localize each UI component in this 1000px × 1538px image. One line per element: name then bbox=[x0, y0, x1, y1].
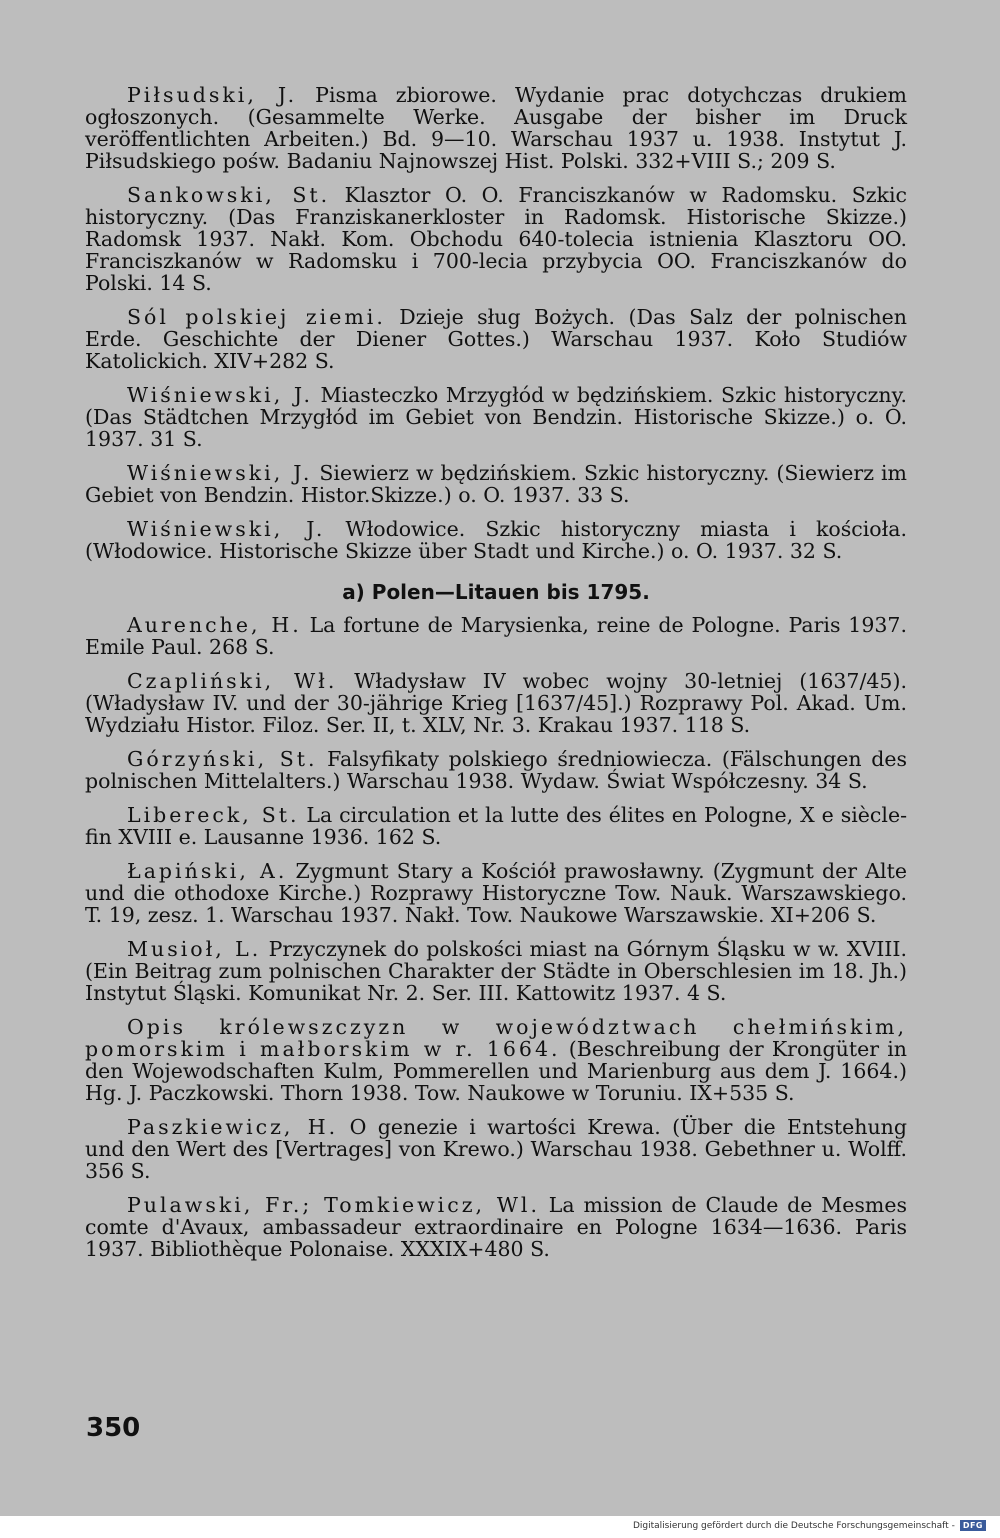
section-heading: a) Polen—Litauen bis 1795. bbox=[342, 580, 650, 604]
entry-text: Włodowice. Szkic historyczny miasta i kościoła. (Włodowice. Historische Skizze über Stadt und Kirche.) o. O. 1937. 32 S. bbox=[85, 517, 907, 563]
entry-author: Łapiński, A. bbox=[127, 859, 288, 883]
dfg-logo: DFG bbox=[960, 1520, 986, 1531]
bibliography-text bbox=[85, 84, 907, 1272]
entry-text: O genezie i wartości Krewa. (Über die Entstehung und den Wert des [Vertrages] von Krewo.) Warschau 1938. Gebethner u. Wolff. 356 S. bbox=[85, 1115, 907, 1183]
entry-text: Klasztor O. O. Franciszkanów w Radomsku. Szkic historyczny. (Das Franziskanerkloster in Radomsk. Historische Skizze.) Radomsk 1937. Nakł. Kom. Obchodu 640-tolecia istnienia Klasztoru OO. Franciszkanów w Radomsku i 700-lecia przybycia OO. Franciszkanów do Polski. 14 S. bbox=[85, 183, 908, 295]
bibliography-entry bbox=[85, 938, 907, 1004]
bibliography-entry bbox=[85, 804, 907, 848]
bibliography-entry bbox=[85, 1016, 907, 1104]
bibliography-entry bbox=[85, 184, 907, 294]
bibliography-entry bbox=[85, 84, 907, 172]
bibliography-entry bbox=[85, 384, 907, 450]
bibliography-entry bbox=[85, 462, 907, 506]
bibliography-entry bbox=[85, 518, 907, 562]
entry-author: Sankowski, St. bbox=[127, 183, 331, 207]
entry-text: Siewierz w będzińskiem. Szkic historyczny. (Siewierz im Gebiet von Bendzin. Histor.Skizze.) o. O. 1937. 33 S. bbox=[85, 461, 907, 507]
entry-text: (Beschreibung der Krongüter in den Wojewodschaften Kulm, Pommerellen und Marienburg aus dem J. 1664.) Hg. J. Paczkowski. Thorn 1938. Tow. Naukowe w Toruniu. IX+535 S. bbox=[85, 1037, 908, 1105]
entry-author: Libereck, St. bbox=[127, 803, 300, 827]
entry-author: Czapliński, Wł. bbox=[127, 669, 338, 693]
entry-author: Wiśniewski, J. bbox=[127, 383, 313, 407]
entry-author: Paszkiewicz, H. bbox=[127, 1115, 339, 1139]
entry-text: Pisma zbiorowe. Wydanie prac dotychczas drukiem ogłoszonych. (Gesammelte Werke. Ausgabe der bisher im Druck veröffentlichten Arbeiten.) Bd. 9—10. Warschau 1937 u. 1938. Instytut J. Piłsudskiego pośw. Badaniu Najnowszej Hist. Polski. 332+VIII S.; 209 S. bbox=[85, 83, 907, 173]
bibliography-entry bbox=[85, 1194, 907, 1260]
digitization-footer bbox=[633, 1520, 986, 1531]
entry-text: Miasteczko Mrzygłód w będzińskiem. Szkic historyczny. (Das Städtchen Mrzygłód im Gebiet von Bendzin. Historische Skizze.) o. O. 1937. 31 S. bbox=[85, 383, 908, 451]
bibliography-entry bbox=[85, 1116, 907, 1182]
footer-text: Digitalisierung gefördert durch die Deutsche Forschungsgemeinschaft - bbox=[632, 1520, 955, 1531]
bibliography-entry bbox=[85, 614, 907, 658]
entry-author: Górzyński, St. bbox=[127, 747, 318, 771]
entry-text: Przyczynek do polskości miast na Górnym Śląsku w w. XVIII. (Ein Beitrag zum polnischen Charakter der Städte in Oberschlesien im 18. Jh.) Instytut Śląski. Komunikat Nr. 2. Ser. III. Kattowitz 1937. 4 S. bbox=[85, 937, 907, 1005]
entry-text: La fortune de Marysienka, reine de Pologne. Paris 1937. Emile Paul. 268 S. bbox=[85, 613, 907, 659]
entry-text: La circulation et la lutte des élites en Pologne, X e siècle-fin XVIII e. Lausanne 1936. 162 S. bbox=[85, 803, 907, 849]
entry-author: Sól polskiej ziemi. bbox=[127, 305, 386, 329]
bibliography-entry bbox=[85, 748, 907, 792]
entry-author: Wiśniewski, J. bbox=[127, 517, 326, 541]
page-number: 350 bbox=[86, 1413, 141, 1443]
entry-text: Władysław IV wobec wojny 30-letniej (1637/45). (Władysław IV. und der 30-jährige Krieg [1637/45].) Rozprawy Pol. Akad. Um. Wydziału Histor. Filoz. Ser. II, t. XLV, Nr. 3. Krakau 1937. 118 S. bbox=[85, 669, 907, 737]
entry-text: La mission de Claude de Mesmes comte d'Avaux, ambassadeur extraordinaire en Pologne 1634—1636. Paris 1937. Bibliothèque Polonaise. XXXIX+480 S. bbox=[85, 1193, 907, 1261]
entry-text: Zygmunt Stary a Kościół prawosławny. (Zygmunt der Alte und die othodoxe Kirche.) Rozprawy Historyczne Tow. Nauk. Warszawskiego. T. 19, zesz. 1. Warschau 1937. Nakł. Tow. Naukowe Warszawskie. XI+206 S. bbox=[85, 859, 907, 927]
entry-author: Opis królewszczyzn w województwach chełmińskim, pomorskim i małborskim w r. 1664. bbox=[85, 1015, 907, 1061]
bibliography-entry bbox=[85, 306, 907, 372]
entry-author: Piłsudski, J. bbox=[127, 83, 298, 107]
entry-text: Falsyfikaty polskiego średniowiecza. (Fälschungen des polnischen Mittelalters.) Warschau 1938. Wydaw. Świat Współczesny. 34 S. bbox=[85, 747, 907, 793]
entry-author: Aurenche, H. bbox=[127, 613, 302, 637]
entry-author: Musioł, L. bbox=[127, 937, 262, 961]
entry-author: Wiśniewski, J. bbox=[127, 461, 313, 485]
bibliography-entry bbox=[85, 860, 907, 926]
entry-text: Dzieje sług Bożych. (Das Salz der polnischen Erde. Geschichte der Diener Gottes.) Warschau 1937. Koło Studiów Katolickich. XIV+282 S. bbox=[85, 305, 908, 373]
bibliography-entry bbox=[85, 670, 907, 736]
entry-author: Pulawski, Fr.; Tomkiewicz, Wl. bbox=[127, 1193, 540, 1217]
